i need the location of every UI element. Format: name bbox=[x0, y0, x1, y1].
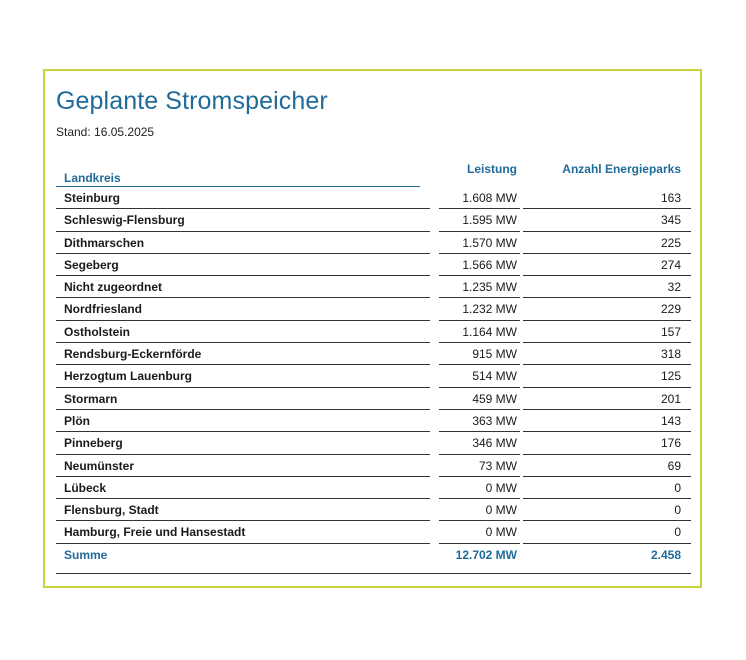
cell-anzahl: 225 bbox=[660, 235, 681, 250]
cell-landkreis: Plön bbox=[64, 413, 90, 428]
storage-table-card bbox=[43, 69, 702, 588]
cell-leistung: 1.595 MW bbox=[462, 213, 517, 228]
table-row bbox=[56, 187, 691, 209]
cell-leistung: 915 MW bbox=[472, 347, 517, 362]
table-row bbox=[56, 365, 691, 387]
table-row bbox=[56, 209, 691, 231]
sum-leistung: 12.702 MW bbox=[455, 547, 517, 562]
cell-anzahl: 176 bbox=[660, 436, 681, 451]
cell-anzahl: 69 bbox=[667, 458, 681, 473]
table-row bbox=[56, 321, 691, 343]
cell-landkreis: Nordfriesland bbox=[64, 302, 143, 317]
sum-divider bbox=[56, 573, 691, 574]
cell-landkreis: Stormarn bbox=[64, 391, 118, 406]
cell-landkreis: Pinneberg bbox=[64, 436, 123, 451]
cell-landkreis: Hamburg, Freie und Hansestadt bbox=[64, 525, 246, 540]
header-leistung: Leistung bbox=[467, 162, 517, 176]
cell-leistung: 1.570 MW bbox=[462, 235, 517, 250]
cell-leistung: 1.566 MW bbox=[462, 257, 517, 272]
sum-label: Summe bbox=[64, 547, 108, 562]
page-title: Geplante Stromspeicher bbox=[56, 87, 328, 115]
cell-landkreis: Nicht zugeordnet bbox=[64, 280, 162, 295]
cell-anzahl: 143 bbox=[660, 413, 681, 428]
table-header bbox=[56, 159, 691, 187]
table-row bbox=[56, 343, 691, 365]
cell-anzahl: 163 bbox=[660, 191, 681, 205]
table-row bbox=[56, 232, 691, 254]
table-row bbox=[56, 388, 691, 410]
cell-landkreis: Segeberg bbox=[64, 257, 119, 272]
cell-leistung: 1.235 MW bbox=[462, 280, 517, 295]
table-row bbox=[56, 477, 691, 499]
cell-leistung: 514 MW bbox=[472, 369, 517, 384]
cell-anzahl: 32 bbox=[667, 280, 681, 295]
cell-leistung: 346 MW bbox=[472, 436, 517, 451]
cell-anzahl: 0 bbox=[674, 525, 681, 540]
cell-leistung: 73 MW bbox=[478, 458, 517, 473]
table-row bbox=[56, 410, 691, 432]
cell-landkreis: Lübeck bbox=[64, 480, 107, 495]
cell-anzahl: 201 bbox=[660, 391, 681, 406]
cell-leistung: 1.164 MW bbox=[462, 324, 517, 339]
header-landkreis: Landkreis bbox=[64, 171, 121, 185]
cell-landkreis: Herzogtum Lauenburg bbox=[64, 369, 192, 384]
header-anzahl: Anzahl Energieparks bbox=[562, 162, 681, 176]
stand-date: Stand: 16.05.2025 bbox=[56, 125, 155, 139]
cell-anzahl: 318 bbox=[660, 347, 681, 362]
table-row bbox=[56, 276, 691, 298]
cell-landkreis: Rendsburg-Eckernförde bbox=[64, 347, 202, 362]
cell-leistung: 1.608 MW bbox=[462, 191, 517, 205]
table-row bbox=[56, 521, 691, 543]
table-row bbox=[56, 455, 691, 477]
cell-leistung: 1.232 MW bbox=[462, 302, 517, 317]
sum-anzahl: 2.458 bbox=[650, 547, 681, 562]
storage-table bbox=[56, 159, 691, 574]
cell-anzahl: 274 bbox=[660, 257, 681, 272]
cell-landkreis: Schleswig-Flensburg bbox=[64, 213, 185, 228]
table-row bbox=[56, 298, 691, 320]
cell-anzahl: 0 bbox=[674, 503, 681, 518]
cell-anzahl: 125 bbox=[660, 369, 681, 384]
table-row bbox=[56, 254, 691, 276]
cell-anzahl: 0 bbox=[674, 480, 681, 495]
table-row bbox=[56, 499, 691, 521]
table-row bbox=[56, 432, 691, 454]
cell-anzahl: 157 bbox=[660, 324, 681, 339]
table-body bbox=[56, 187, 691, 544]
cell-anzahl: 345 bbox=[660, 213, 681, 228]
cell-landkreis: Dithmarschen bbox=[64, 235, 145, 250]
cell-landkreis: Flensburg, Stadt bbox=[64, 503, 159, 518]
cell-leistung: 363 MW bbox=[472, 413, 517, 428]
cell-landkreis: Ostholstein bbox=[64, 324, 131, 339]
cell-leistung: 0 MW bbox=[485, 503, 517, 518]
cell-leistung: 0 MW bbox=[485, 525, 517, 540]
cell-leistung: 459 MW bbox=[472, 391, 517, 406]
cell-anzahl: 229 bbox=[660, 302, 681, 317]
cell-landkreis: Neumünster bbox=[64, 458, 135, 473]
cell-landkreis: Steinburg bbox=[64, 191, 120, 205]
sum-row bbox=[56, 544, 691, 574]
cell-leistung: 0 MW bbox=[485, 480, 517, 495]
